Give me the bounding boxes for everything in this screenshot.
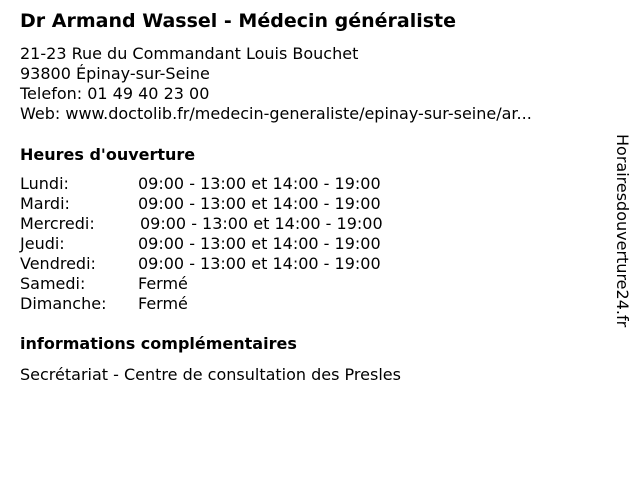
- day-label: Dimanche:: [20, 294, 107, 313]
- day-label: Samedi:: [20, 274, 86, 293]
- day-label: Mardi:: [20, 194, 70, 213]
- time-value: 09:00 - 13:00 et 14:00 - 19:00: [138, 254, 381, 273]
- site-watermark: Horairesdouverture24.fr: [613, 134, 632, 328]
- day-label: Jeudi:: [20, 234, 65, 253]
- website-link: Web: www.doctolib.fr/medecin-generaliste/epinay-sur-seine/ar...: [20, 104, 532, 123]
- hours-row-friday: [20, 254, 480, 274]
- hours-row-tuesday: [20, 194, 480, 214]
- address-street: 21-23 Rue du Commandant Louis Bouchet: [20, 44, 359, 63]
- hours-row-saturday: [20, 274, 480, 294]
- contact-info: [20, 44, 532, 124]
- time-value: 09:00 - 13:00 et 14:00 - 19:00: [138, 234, 381, 253]
- page-title: Dr Armand Wassel - Médecin généraliste: [20, 10, 457, 32]
- additional-info-text: Secrétariat - Centre de consultation des Presles: [20, 365, 401, 384]
- day-label: Mercredi:: [20, 214, 95, 233]
- hours-row-sunday: [20, 294, 480, 314]
- additional-info-heading: informations complémentaires: [20, 334, 297, 353]
- time-value: 09:00 - 13:00 et 14:00 - 19:00: [138, 174, 381, 193]
- opening-hours-heading: Heures d'ouverture: [20, 145, 196, 164]
- day-label: Vendredi:: [20, 254, 96, 273]
- day-label: Lundi:: [20, 174, 69, 193]
- time-value: 09:00 - 13:00 et 14:00 - 19:00: [140, 214, 383, 233]
- hours-row-thursday: [20, 234, 480, 254]
- phone-number: Telefon: 01 49 40 23 00: [20, 84, 210, 103]
- time-value: Fermé: [138, 274, 188, 293]
- time-value: 09:00 - 13:00 et 14:00 - 19:00: [138, 194, 381, 213]
- address-city: 93800 Épinay-sur-Seine: [20, 64, 210, 83]
- opening-hours-table: [20, 174, 480, 314]
- hours-row-wednesday: [20, 214, 480, 234]
- time-value: Fermé: [138, 294, 188, 313]
- hours-row-monday: [20, 174, 480, 194]
